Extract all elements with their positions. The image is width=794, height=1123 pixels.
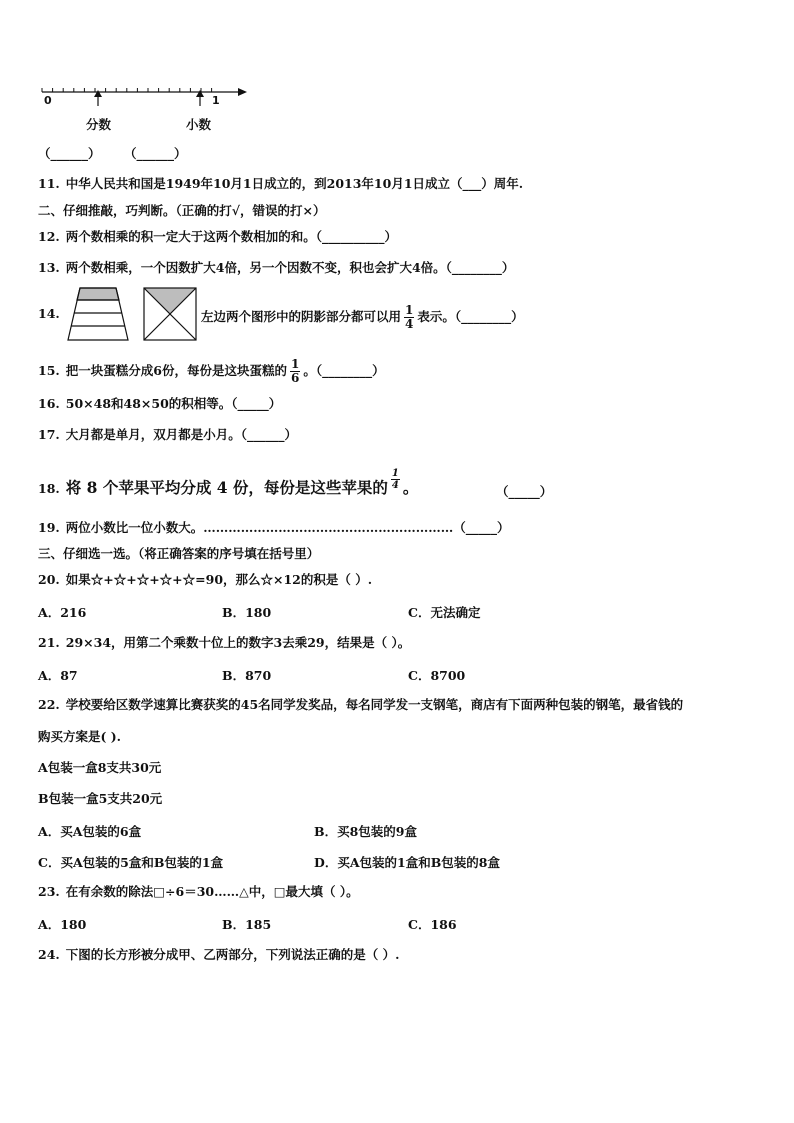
question-number: 24. [38, 947, 60, 962]
option-c[interactable]: C．无法确定 [408, 605, 481, 620]
text-before: 左边两个图形中的阴影部分都可以用 [201, 309, 402, 324]
fraction-denominator: 6 [290, 371, 300, 385]
text-after: 。 [402, 478, 419, 497]
question-21 [38, 635, 410, 651]
section-3-title: 三、仔细选一选。（将正确答案的序号填在括号里） [38, 546, 320, 561]
option-c[interactable]: C．186 [408, 917, 457, 932]
option-a[interactable]: A．180 [38, 917, 87, 932]
question-number: 12. [38, 229, 60, 244]
question-text: 如果☆+☆+☆+☆+☆=90，那么☆×12的积是（ ）. [65, 572, 373, 587]
question-20 [38, 572, 372, 588]
question-text: 50×48和48×50的积相等。（_____） [65, 396, 282, 411]
question-text: 中华人民共和国是1949年10月1日成立的，到2013年10月1日成立（___）周年. [65, 176, 524, 191]
question-number: 21. [38, 635, 60, 650]
option-c[interactable]: C．8700 [408, 668, 466, 683]
fraction-numerator: 1 [405, 303, 414, 317]
question-14-text [201, 304, 524, 331]
option-b[interactable]: B．180 [222, 605, 272, 620]
question-23 [38, 884, 359, 900]
tick-one: 1 [212, 94, 220, 107]
fraction-numerator: 1 [290, 357, 300, 371]
question-text: 两位小数比一位小数大。……………………………………………………（_____） [65, 520, 510, 535]
question-number: 18. [38, 481, 60, 496]
question-16 [38, 396, 281, 412]
fraction [290, 358, 300, 385]
question-number: 11. [38, 176, 60, 191]
question-number: 16. [38, 396, 60, 411]
option-d[interactable]: D．买A包装的1盒和B包装的8盒 [314, 855, 500, 870]
question-number: 15. [38, 363, 60, 378]
trapezoid-figure [66, 286, 130, 342]
question-number: 17. [38, 427, 60, 442]
section-2-title: 二、仔细推敲，巧判断。（正确的打√，错误的打×） [38, 203, 326, 218]
question-11 [38, 176, 523, 192]
question-number: 22. [38, 697, 60, 712]
question-text: 两个数相乘，一个因数扩大4倍，另一个因数不变，积也会扩大4倍。（________） [65, 260, 515, 275]
question-22-line2: 购买方案是( ). [38, 729, 122, 744]
text-after: 表示。（________） [417, 309, 524, 324]
fraction [404, 304, 414, 331]
question-number: 23. [38, 884, 60, 899]
question-14-number: 14. [38, 306, 60, 321]
option-b[interactable]: B．185 [222, 917, 272, 932]
option-a[interactable]: A．买A包装的6盒 [38, 824, 142, 839]
fraction-numerator: 1 [391, 468, 399, 479]
blank-decimal[interactable]: （______） [124, 146, 187, 161]
option-a[interactable]: A．87 [38, 668, 78, 683]
question-19 [38, 520, 510, 536]
question-text: 两个数相乘的积一定大于这两个数相加的和。（__________） [65, 229, 398, 244]
question-18-blank[interactable]: （_____） [496, 484, 553, 499]
question-text: 29×34，用第二个乘数十位上的数字3去乘29，结果是（ ）。 [65, 635, 411, 650]
label-decimal: 小数 [186, 117, 212, 132]
question-text: 下图的长方形被分成甲、乙两部分，下列说法正确的是（ ）. [65, 947, 400, 962]
package-b: B包装一盒5支共20元 [38, 791, 163, 806]
text-after: 。（________） [303, 363, 385, 378]
question-24 [38, 947, 399, 963]
question-18 [38, 468, 419, 501]
fraction [391, 468, 400, 491]
label-fraction: 分数 [86, 117, 112, 132]
text-before: 将 8 个苹果平均分成 4 份，每份是这些苹果的 [65, 478, 388, 497]
question-number: 20. [38, 572, 60, 587]
option-b[interactable]: B．870 [222, 668, 272, 683]
question-13 [38, 260, 514, 276]
question-text: 在有余数的除法□÷6＝30……△中，□最大填（ ）。 [65, 884, 359, 899]
question-17 [38, 427, 297, 443]
fraction-denominator: 4 [405, 317, 414, 331]
fraction-denominator: 4 [391, 480, 399, 491]
question-number: 13. [38, 260, 60, 275]
blank-fraction[interactable]: （______） [38, 146, 101, 161]
option-a[interactable]: A．216 [38, 605, 87, 620]
option-c[interactable]: C．买A包装的5盒和B包装的1盒 [38, 855, 224, 870]
text-before: 把一块蛋糕分成6份，每份是这块蛋糕的 [65, 363, 287, 378]
option-b[interactable]: B．买8包装的9盒 [314, 824, 417, 839]
square-figure [142, 286, 198, 342]
question-22 [38, 697, 683, 713]
number-line [38, 82, 253, 108]
question-number: 19. [38, 520, 60, 535]
question-text: 大月都是单月，双月都是小月。（______） [65, 427, 298, 442]
package-a: A包装一盒8支共30元 [38, 760, 162, 775]
tick-zero: 0 [44, 94, 52, 107]
question-12 [38, 229, 397, 245]
question-15 [38, 358, 385, 385]
question-text: 学校要给区数学速算比赛获奖的45名同学发奖品，每名同学发一支钢笔，商店有下面两种包装的钢笔，最省钱的 [65, 697, 684, 712]
